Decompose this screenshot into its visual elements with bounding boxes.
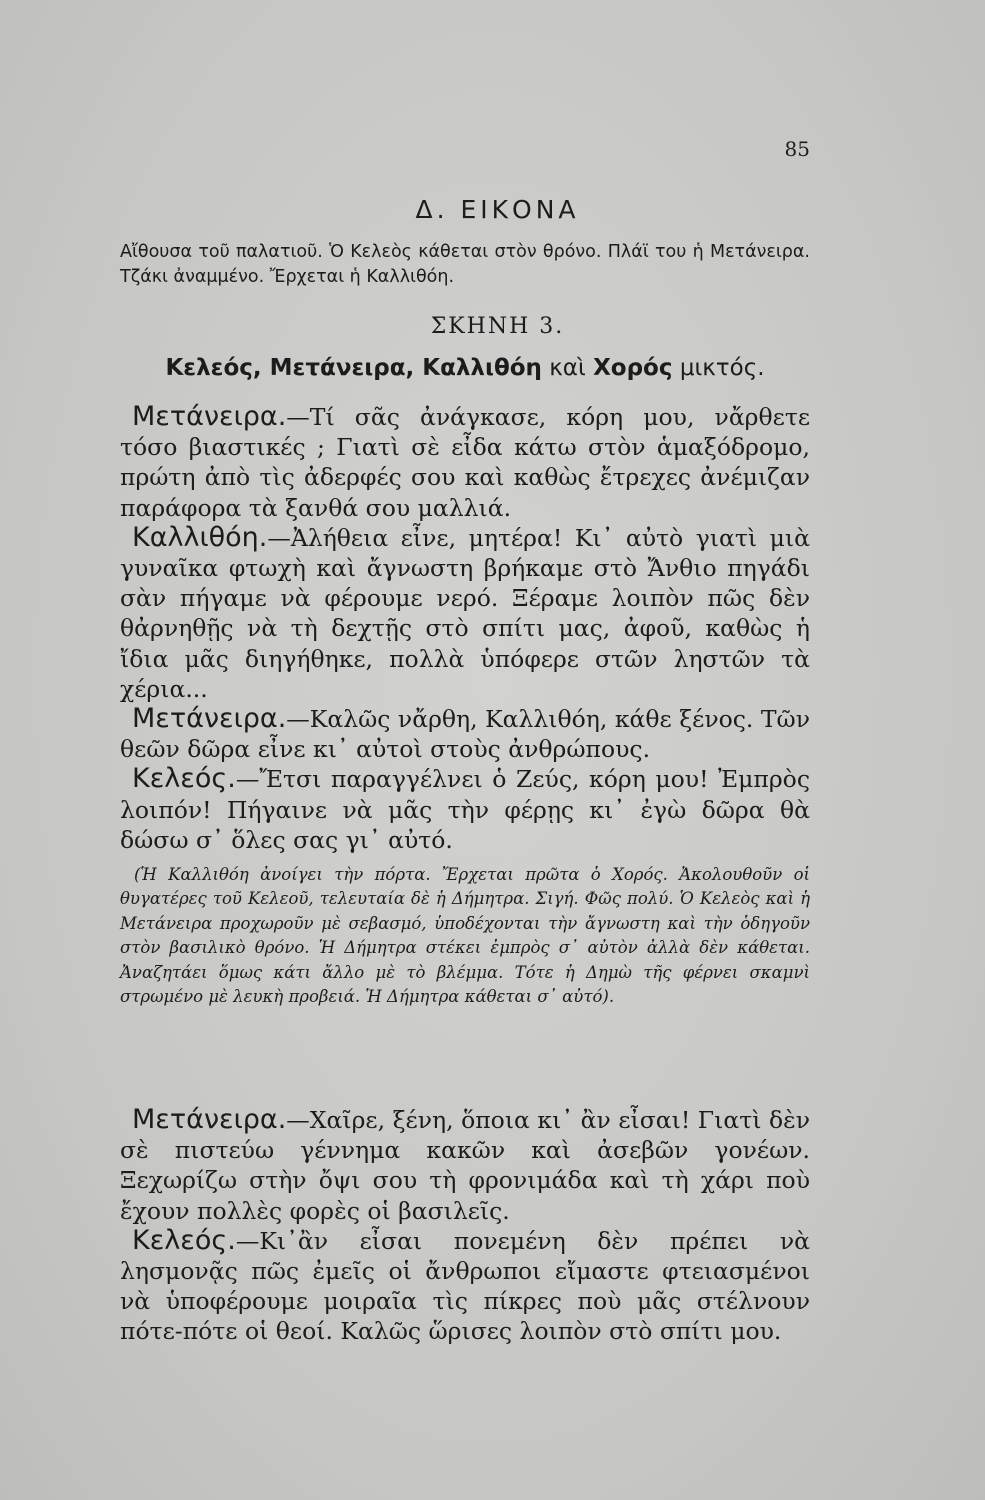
dialogue-paragraph [120,764,810,855]
speech-text: —Ἀλήθεια εἶνε, μητέρα! Κι᾽ αὐτὸ γιατὶ μιὰ γυναῖκα φτωχὴ καὶ ἄγνωστη βρήκαμε στὸ Ἄνθιο πηγάδι σὰν πήγαμε νὰ φέρουμε νερό. Ξέραμε λοιπὸν πῶς δὲν θἀρνηθῇς νὰ τὴ δεχτῇς στὸ σπίτι μας, ἀφοῦ, καθὼς ἡ ἴδια μᾶς διηγήθηκε, πολλὰ ὑπόφερε στῶν ληστῶν τὰ χέρια... [120,523,810,703]
speaker-name: Μετάνειρα. [132,703,287,735]
speaker-name: Μετάνειρα. [132,1104,287,1135]
dialogue-paragraph [120,402,810,523]
dialogue-paragraph [120,1226,810,1347]
cast-chorus: Χορός [593,355,673,381]
speech-text: —Χαῖρε, ξένη, ὅποια κι᾽ ἂν εἶσαι! Γιατὶ δὲν σὲ πιστεύω γέννημα κακῶν καὶ ἀσεβῶν γονέων. Ξεχωρίζω στὴν ὄψι σου τὴ φρονιμάδα καὶ τὴ χάρι ποὺ ἔχουν πολλὲς φορὲς οἱ βασιλεῖς. [120,1106,810,1225]
speech-text: —Ἔτσι παραγγέλνει ὁ Ζεύς, κόρη μου! Ἐμπρὸς λοιπόν! Πήγαινε νὰ μᾶς τὴν φέρῃς κι᾽ ἐγὼ δῶρα θὰ δώσω σ᾽ ὅλες σας γι᾽ αὐτό. [120,765,810,854]
cast-line [120,355,810,381]
speech-text: —Κι᾽ἂν εἶσαι πονεμένη δὲν πρέπει νὰ λησμονᾷς πῶς ἐμεῖς οἱ ἄνθρωποι εἴμαστε φτειασμένοι νὰ ὑποφέρουμε μοιραῖα τὶς πίκρες ποὺ μᾶς στέλνουν πότε-πότε οἱ θεοί. Καλῶς ὥρισες λοιπὸν στὸ σπίτι μου. [120,1226,810,1346]
speech-text: —Καλῶς νἄρθη, Καλλιθόη, κάθε ξένος. Τῶν θεῶν δῶρα εἶνε κι᾽ αὐτοὶ στοὺς ἀνθρώπους. [120,705,810,764]
cast-names: Κελεός, Μετάνειρα, Καλλιθόη [165,355,542,381]
speaker-name: Κελεός. [132,1224,236,1256]
speaker-name: Καλλιθόη. [132,521,268,553]
scene-heading: ΣΚΗΝΗ 3. [430,314,565,339]
speech-text: —Τί σᾶς ἀνάγκασε, κόρη μου, νἄρθετε τόσο βιαστικές ; Γιατὶ σὲ εἶδα κάτω στὸν ἁμαξόδρομο, πρώτη ἀπὸ τὶς ἀδερφές σου καὶ καθὼς ἔτρεχες ἀνέμιζαν παράφορα τὰ ξανθά σου μαλλιά. [120,403,810,522]
page-number: 85 [784,137,810,161]
setting-direction: Αἴθουσα τοῦ παλατιοῦ. Ὁ Κελεὸς κάθεται στὸν θρόνο. Πλάϊ του ἡ Μετάνειρα. Τζάκι ἀναμμένο. Ἔρχεται ἡ Καλλιθόη. [120,242,810,287]
dialogue-block-after [120,1105,810,1347]
speaker-name: Κελεός. [132,763,236,795]
dialogue-block [120,402,810,855]
speaker-name: Μετάνειρα. [132,401,287,432]
cast-mixed: μικτός. [679,355,765,381]
dialogue-paragraph [120,1105,810,1226]
picture-title: Δ. ΕΙΚΟΝΑ [415,195,580,224]
dialogue-paragraph [120,523,810,704]
cast-joiner: καὶ [549,355,586,381]
dialogue-paragraph [120,704,810,764]
stage-direction-italic: (Ἡ Καλλιθόη ἀνοίγει τὴν πόρτα. Ἔρχεται πρῶτα ὁ Χορός. Ἀκολουθοῦν οἱ θυγατέρες τοῦ Κελεοῦ, τελευταία δὲ ἡ Δήμητρα. Σιγή. Φῶς πολύ. Ὁ Κελεὸς καὶ ἡ Μετάνειρα προχωροῦν μὲ σεβασμό, ὑποδέχονται τὴν ἄγνωστη καὶ τὴν ὁδηγοῦν στὸν βασιλικὸ θρόνο. Ἡ Δήμητρα στέκει ἐμπρὸς σ᾽ αὐτὸν ἀλλὰ δὲν κάθεται. Ἀναζητάει ὅμως κάτι ἄλλο μὲ τὸ βλέμμα. Τότε ἡ Δημὼ τῆς φέρνει σκαμνὶ στρωμένο μὲ λευκὴ προβειά. Ἡ Δήμητρα κάθεται σ᾽ αὐτό). [120,865,810,1007]
